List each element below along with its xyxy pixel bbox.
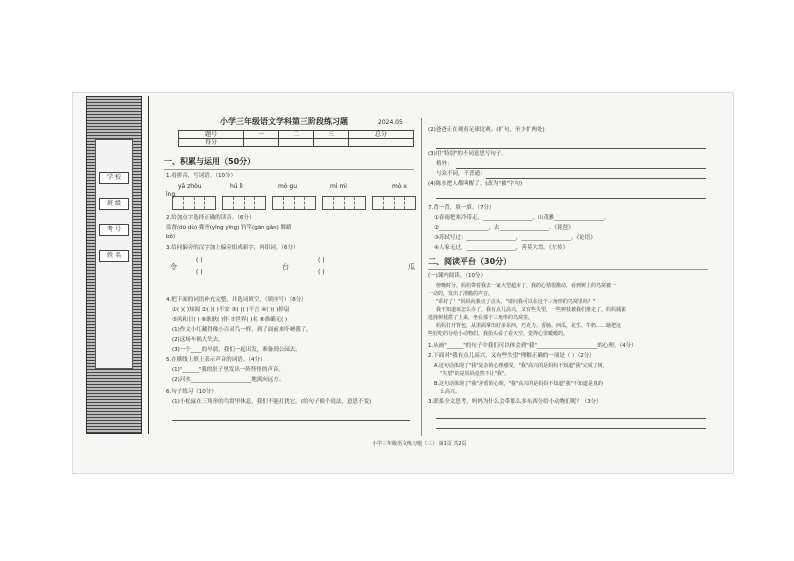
- exam-date: 2024.05: [378, 119, 403, 126]
- question-r2-a: 格外：: [436, 161, 453, 167]
- reading-paragraph: 一动的，发出了清脆的声音。: [428, 291, 494, 297]
- answer-bracket: ( ): [196, 257, 203, 264]
- question-4: 4.把下面的词语补充完整，并选词填空。（填序号）（8分）: [166, 297, 307, 303]
- answer-line[interactable]: [436, 428, 706, 429]
- question-4-line: ⑤风和日( ) ⑥耿耿( )怀 ⑦世界( )名 ⑧准确无( ): [172, 317, 288, 323]
- name-field[interactable]: 姓 名: [99, 250, 129, 262]
- writing-grid[interactable]: [222, 196, 266, 210]
- reading-paragraph: 傍晚时分，妈妈带着我去一家大型超市了，我的心情很激动，看到树上的鸟窝被一: [436, 283, 617, 289]
- score-header: 一: [243, 131, 278, 139]
- score-table: [178, 130, 414, 147]
- section-underline: [428, 269, 708, 270]
- question-r1: (2)爸爸正在观看足球比赛。(扩句，至少扩两处): [428, 127, 545, 133]
- question-r3: (4)陈水把人都叫醒了。(改为"被"字句): [428, 181, 523, 187]
- reading-question-2: 2.下面对"我有点儿高兴，又有些失望"理解正确的一项是（ ）（2分）: [428, 353, 595, 359]
- question-4-line: (2)这场车祸大失去。: [172, 337, 224, 343]
- pinyin-5: mò x: [392, 183, 407, 190]
- answer-bracket: ( ): [196, 269, 203, 276]
- question-r2: (3)用"特别"的不同意思写句子。: [428, 151, 507, 157]
- score-cell[interactable]: [278, 139, 313, 147]
- page-footer: 小学三年级语文练习题（三） 第1页 共2页: [372, 441, 467, 447]
- question-7-line: ④人家无过，__________________，善莫大焉。《左传》: [434, 245, 569, 251]
- answer-line[interactable]: [486, 178, 706, 179]
- reading-question-1: 1.从画"______"的句子中我们可以体会到"我"______________________的心理。（4分）: [428, 343, 637, 349]
- writing-grid[interactable]: [372, 196, 416, 210]
- answer-bracket: ( ): [318, 257, 325, 264]
- question-2-options-cont: bō): [166, 234, 176, 240]
- question-4-line: (3)一个____的早晨，我们一起出发，准备到公园去。: [172, 347, 301, 353]
- question-5: 5.在横线上填上表示声音的词语。（4分）: [166, 357, 266, 363]
- question-6: 6.句子练习（10分）: [166, 389, 217, 395]
- writing-grid[interactable]: [172, 196, 216, 210]
- pinyin-2: hú lì: [230, 183, 243, 190]
- pinyin-4: mì mì: [330, 183, 347, 190]
- question-5-line: (1)"______"我的肚子里发出一阵怪怪的声音。: [172, 367, 284, 373]
- binding-info-panel: [95, 139, 133, 369]
- answer-line[interactable]: [436, 418, 706, 419]
- answer-line[interactable]: [456, 168, 706, 169]
- reading-title: (一)课内阅读。（10分）: [428, 273, 487, 279]
- score-header: 总分: [349, 131, 414, 139]
- option-b: B.这句话体现了"我"矛盾的心理，"我"高兴的是妈妈不知道"我"不知道是真的: [434, 381, 603, 387]
- question-r2-b: 与众不同，不普通：: [436, 171, 486, 177]
- binding-strip: [86, 96, 142, 434]
- pinyin-6: ìng: [166, 191, 176, 198]
- radical-char: 台: [282, 263, 289, 271]
- question-2-options: 监督(dū dù) 冀齐(yǐng yīng) 钓竿(gān gǎn) 舞蹈: [166, 225, 292, 231]
- section-underline: [164, 169, 414, 170]
- score-header: 题号: [179, 131, 244, 139]
- pinyin-3: mò gu: [278, 183, 298, 190]
- question-7-line: ③苏轼写过：__________________，__________________。《论语》: [434, 235, 596, 241]
- answer-line[interactable]: [436, 198, 706, 199]
- reading-paragraph: "乖好了！"妈妈向我点了点头，"请问我可以在这个三角形的鸟窝里吗？": [436, 299, 596, 305]
- question-4-line: ①( )( )知闻 ②( )( )不安 ③( )( )不言 ④( )( )掉扇: [172, 307, 290, 313]
- option-a: A.这句话体现了"我"复杂的心理感受，"我"高兴的是妈妈不知道"我"完成了树，: [434, 363, 608, 369]
- answer-line[interactable]: [172, 420, 410, 421]
- reading-paragraph: 我不知道该怎么办了，我有点儿高兴，又有些失望，一些树枝被我们推走了，妈妈捕雀: [436, 307, 627, 313]
- writing-grid[interactable]: [272, 196, 316, 210]
- question-7-line: ①春雨把寒冷带走，__________________，山茂雅__________________。: [434, 215, 610, 221]
- question-7-line: ②__________________，去__________________。《琵琶》: [434, 225, 574, 231]
- answer-bracket: ( ): [318, 269, 325, 276]
- question-5-line: (2)河水______________________地流向远方。: [172, 377, 285, 383]
- binding-line: [148, 96, 149, 434]
- score-cell[interactable]: [314, 139, 349, 147]
- radical-char: 瓜: [408, 263, 415, 271]
- score-cell[interactable]: [243, 139, 278, 147]
- exam-title: 小学三年级语文学科第三阶段练习题: [220, 117, 348, 126]
- class-field[interactable]: 班 级: [99, 198, 129, 210]
- question-2: 2.给加点字选择正确的读音。（6分）: [166, 215, 255, 221]
- reading-paragraph: 选择树枝搭了上来，坐在那个三角形的鸟窝里。: [428, 315, 534, 321]
- answer-line[interactable]: [436, 148, 706, 149]
- scanned-exam-paper: [72, 92, 734, 474]
- question-7: 7.背一背，填一填。（7分）: [428, 205, 495, 211]
- option-b-cont: 么高兴。: [440, 389, 461, 395]
- question-3: 3.给同偏旁的汉字加上偏旁组成新字，再组词。（6分）: [166, 245, 299, 251]
- reading-question-3: 3.联系全文思考，妈妈为什么会带那么多东西分给小动物们呢？（3分）: [428, 399, 602, 405]
- school-field[interactable]: 学 校: [99, 172, 129, 184]
- reading-paragraph: 些好吃的分给小动物们。我抬头看了看天空，觉得心里暖暖的。: [428, 331, 569, 337]
- writing-grid[interactable]: [322, 196, 366, 210]
- question-1: 1.看拼音，写词语。（10分）: [166, 173, 236, 179]
- section-2-heading: 二、阅读平台（30分）: [428, 257, 512, 266]
- score-header: 三: [314, 131, 349, 139]
- pinyin-1: yā zhòu: [178, 183, 202, 190]
- score-row-label: 得分: [179, 139, 244, 147]
- column-divider: [421, 118, 422, 436]
- question-6-line: (1)小松鼠在三角形的鸟窝里休息，我们不能打扰它。(给句子换个说法，意思不变): [172, 399, 372, 405]
- exam-number-field[interactable]: 考 号: [99, 224, 129, 236]
- question-4-line: (1)作文小红藏得像小百灵鸟一样，到了面前来吓唬我了。: [172, 327, 312, 333]
- option-a-cont: "失望"的是妈妈竟然不让"我"。: [440, 371, 510, 377]
- radical-char: 令: [170, 263, 177, 271]
- reading-paragraph: 妈妈打开背包，从里面拿出好多东西，巧克力、香肠、西瓜、花生、牛奶……她把这: [436, 323, 622, 329]
- score-header: 二: [278, 131, 313, 139]
- section-1-heading: 一、积累与运用（50分）: [164, 157, 256, 166]
- score-cell[interactable]: [349, 139, 414, 147]
